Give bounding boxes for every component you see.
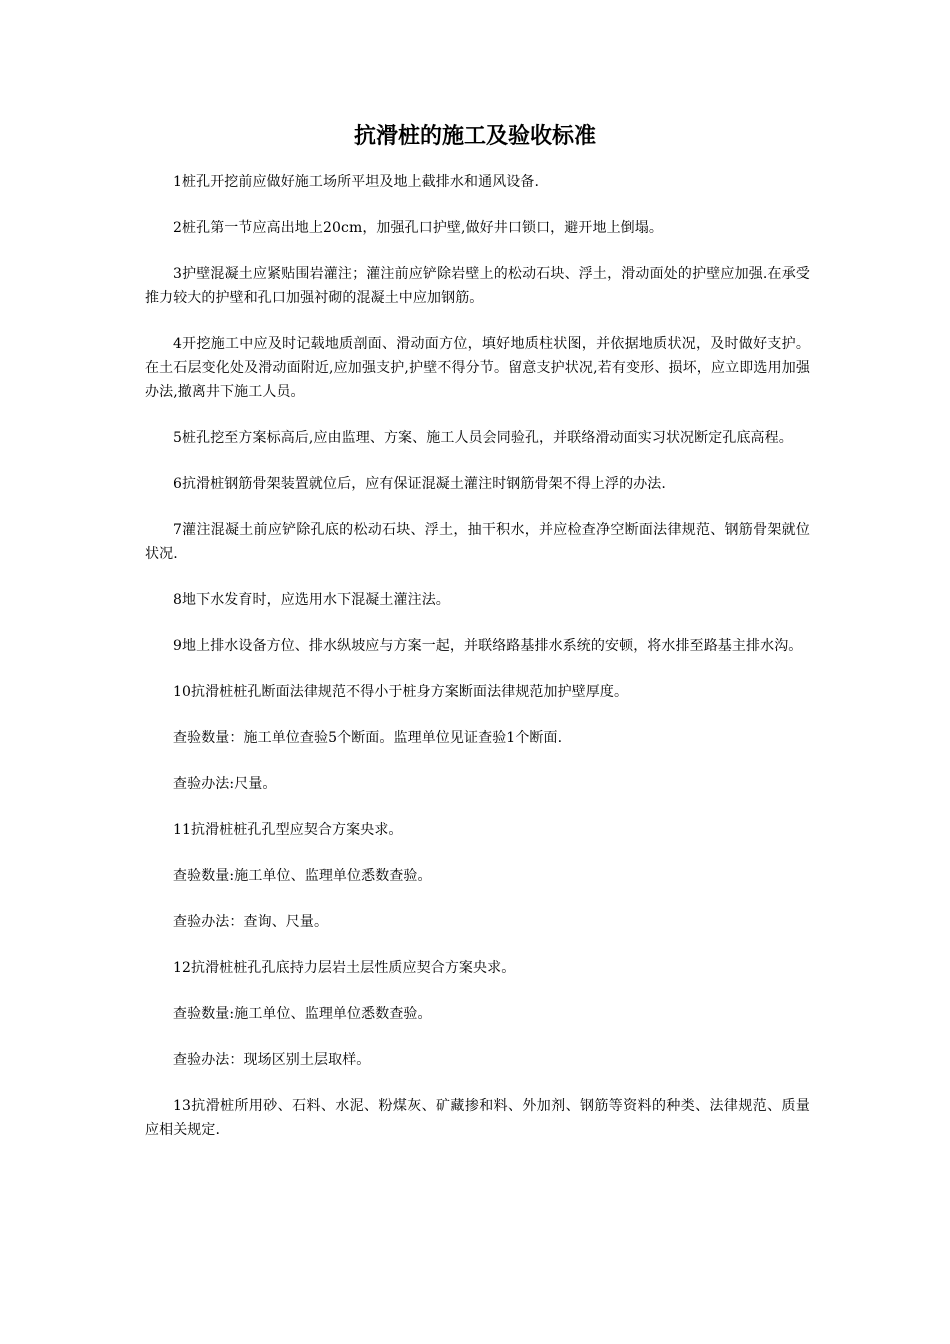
paragraph-2: 2桩孔第一节应高出地上20cm，加强孔口护壁,做好井口锁口，避开地上倒塌。 xyxy=(173,220,663,236)
paragraph-13: 13抗滑桩所用砂、石料、水泥、粉煤灰、矿藏掺和料、外加剂、钢筋等资料的种类、法律规范、质量应相关规定. xyxy=(145,1098,810,1138)
inspection-quantity-10: 查验数量：施工单位查验5个断面。监理单位见证查验1个断面. xyxy=(173,730,563,746)
paragraph-1: 1桩孔开挖前应做好施工场所平坦及地上截排水和通风设备. xyxy=(173,174,540,190)
paragraph-8: 8地下水发育时，应选用水下混凝土灌注法。 xyxy=(173,592,450,608)
paragraph-12: 12抗滑桩桩孔孔底持力层岩土层性质应契合方案央求。 xyxy=(173,960,516,976)
paragraph-11: 11抗滑桩桩孔孔型应契合方案央求。 xyxy=(173,822,403,838)
document-title: 抗滑桩的施工及验收标准 xyxy=(353,123,596,149)
inspection-method-10: 查验办法:尺量。 xyxy=(173,776,277,792)
paragraph-4: 4开挖施工中应及时记载地质剖面、滑动面方位，填好地质柱状图，并依据地质状况，及时做好支护。在土石层变化处及滑动面附近,应加强支护,护壁不得分节。留意支护状况,若有变形、损坏，应立即选用加强办法,撤离井下施工人员。 xyxy=(145,336,810,400)
paragraph-6: 6抗滑桩钢筋骨架装置就位后，应有保证混凝土灌注时钢筋骨架不得上浮的办法. xyxy=(173,476,666,492)
inspection-method-11: 查验办法：查询、尺量。 xyxy=(173,914,329,930)
inspection-quantity-12: 查验数量:施工单位、监理单位悉数查验。 xyxy=(173,1006,432,1022)
inspection-method-12: 查验办法：现场区别土层取样。 xyxy=(173,1052,371,1068)
inspection-quantity-11: 查验数量:施工单位、监理单位悉数查验。 xyxy=(173,868,432,884)
document-body xyxy=(145,170,810,1164)
paragraph-9: 9地上排水设备方位、排水纵坡应与方案一起，并联络路基排水系统的安顿，将水排至路基主排水沟。 xyxy=(173,638,803,654)
paragraph-3: 3护壁混凝土应紧贴围岩灌注；灌注前应铲除岩壁上的松动石块、浮土，滑动面处的护壁应加强.在承受推力较大的护壁和孔口加强衬砌的混凝土中应加钢筋。 xyxy=(145,266,810,306)
paragraph-10: 10抗滑桩桩孔断面法律规范不得小于桩身方案断面法律规范加护壁厚度。 xyxy=(173,684,629,700)
paragraph-7: 7灌注混凝土前应铲除孔底的松动石块、浮土，抽干积水，并应检查净空断面法律规范、钢筋骨架就位状况. xyxy=(145,522,810,562)
paragraph-5: 5桩孔挖至方案标高后,应由监理、方案、施工人员会同验孔，并联络滑动面实习状况断定孔底高程。 xyxy=(173,430,793,446)
